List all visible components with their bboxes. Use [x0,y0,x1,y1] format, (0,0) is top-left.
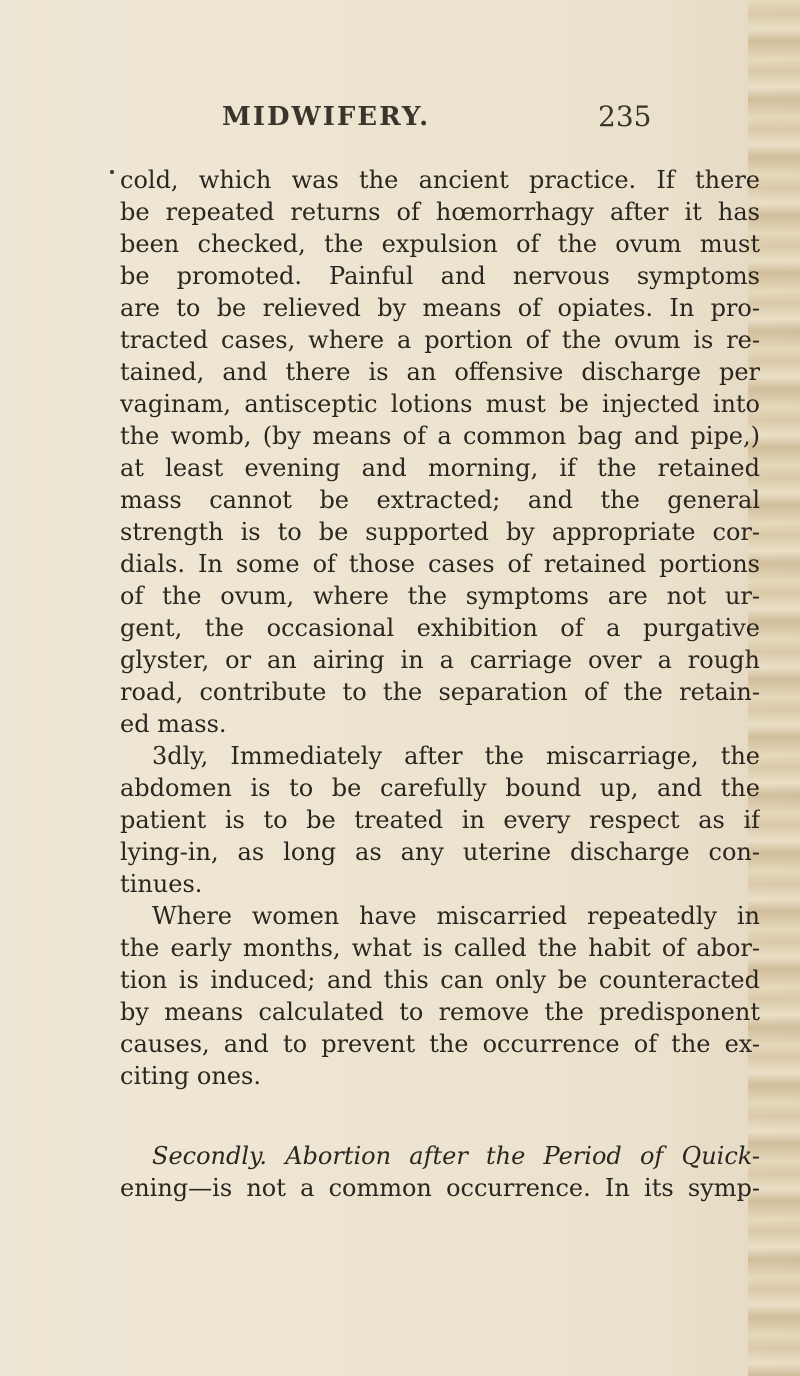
text-line: the womb, (by means of a common bag and pipe,) [120,422,760,450]
paragraph-gap [120,1092,760,1140]
text-line: by means calculated to remove the predisponent [120,998,760,1026]
body-text [120,164,760,1204]
ink-mark [110,170,114,174]
text-line: lying-in, as long as any uterine discharge con- [120,838,760,866]
text-line: of the ovum, where the symptoms are not ur- [120,582,760,610]
text-line: mass cannot be extracted; and the general [120,486,760,514]
text-line: ening—is not a common occurrence. In its symp- [120,1174,760,1202]
text-line: be repeated returns of hœmorrhagy after it has [120,198,760,226]
page-number: 235 [598,100,652,133]
text-line: Where women have miscarried repeatedly in [152,902,760,930]
text-line: cold, which was the ancient practice. If there [120,166,760,194]
page-header [0,96,760,136]
text-line: 3dly, Immediately after the miscarriage, the [152,742,760,770]
text-line: tracted cases, where a portion of the ovum is re- [120,326,760,354]
text-line: vaginam, antisceptic lotions must be injected into [120,390,760,418]
text-line: citing ones. [120,1062,261,1090]
text-line: tinues. [120,870,203,898]
section-heading-line: Secondly. Abortion after the Period of Quick- [152,1142,760,1170]
text-line: causes, and to prevent the occurrence of the ex- [120,1030,760,1058]
text-line: at least evening and morning, if the retained [120,454,760,482]
text-line: be promoted. Painful and nervous symptoms [120,262,760,290]
text-line: tion is induced; and this can only be counteracted [120,966,760,994]
text-line: road, contribute to the separation of the retain- [120,678,760,706]
text-line: gent, the occasional exhibition of a purgative [120,614,760,642]
text-line: are to be relieved by means of opiates. In pro- [120,294,760,322]
text-line: strength is to be supported by appropriate cor- [120,518,760,546]
text-line: been checked, the expulsion of the ovum must [120,230,760,258]
text-line: tained, and there is an offensive discharge per [120,358,760,386]
text-line: patient is to be treated in every respect as if [120,806,760,834]
running-title: MIDWIFERY. [222,102,431,132]
text-line: abdomen is to be carefully bound up, and the [120,774,760,802]
text-line: glyster, or an airing in a carriage over a rough [120,646,760,674]
text-line: the early months, what is called the habit of abor- [120,934,760,962]
text-line: ed mass. [120,710,227,738]
text-line: dials. In some of those cases of retained portions [120,550,760,578]
